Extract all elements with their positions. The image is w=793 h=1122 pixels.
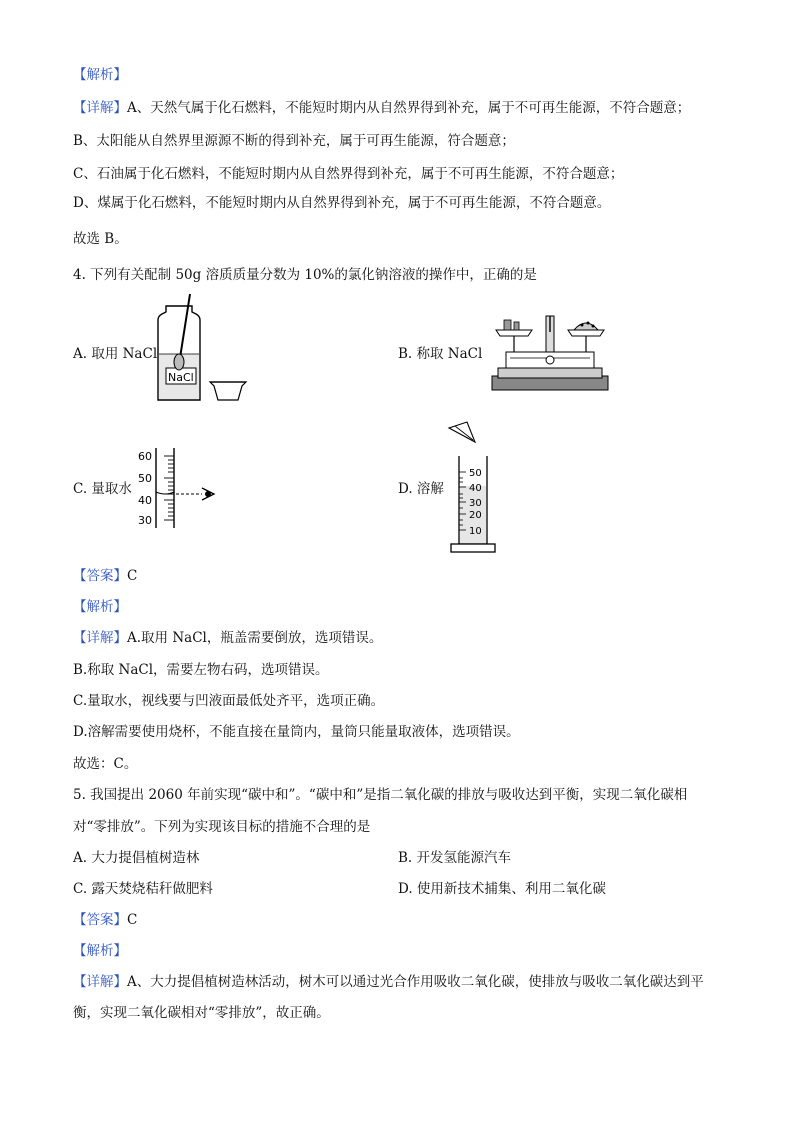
- analysis-heading: 【解析】: [73, 943, 127, 959]
- q5-option-d: D. 使用新技术捕集、利用二氧化碳: [398, 881, 606, 897]
- detail-line: D、煤属于化石燃料，不能短时期内从自然界得到补充，属于不可再生能源，不符合题意。: [73, 195, 611, 211]
- figure-c-graduated-cylinder: [136, 446, 226, 530]
- cylinder-tick-label: 50: [469, 468, 482, 479]
- detail-heading: 【详解】: [73, 974, 127, 990]
- detail-paragraph: [73, 99, 690, 117]
- figure-a-reagent-bottle: [150, 292, 250, 404]
- q5-option-b: B. 开发氢能源汽车: [398, 850, 512, 866]
- q4-option-d: D. 溶解: [398, 481, 444, 497]
- q4-answer: [73, 567, 137, 585]
- q5-answer: [73, 911, 137, 929]
- cylinder-tick-label: 40: [138, 494, 152, 507]
- detail-line: D.溶解需要使用烧杯，不能直接在量筒内，量筒只能量取液体，选项错误。: [73, 724, 520, 740]
- detail-line: B、太阳能从自然界里源源不断的得到补充，属于可再生能源，符合题意；: [73, 133, 515, 149]
- analysis-heading: 【解析】: [73, 599, 127, 615]
- detail-line: C.量取水，视线要与凹液面最低处齐平，选项正确。: [73, 693, 385, 709]
- conclusion: 故选 B。: [73, 231, 128, 247]
- cylinder-tick-label: 30: [138, 514, 152, 527]
- q5-option-c: C. 露天焚烧秸秆做肥料: [73, 881, 213, 897]
- detail-heading: 【详解】: [73, 630, 127, 646]
- question-5-stem-line-1: 5. 我国提出 2060 年前实现“碳中和”。“碳中和”是指二氧化碳的排放与吸收达到平衡，实现二氧化碳相: [73, 787, 688, 803]
- conclusion: 故选：C。: [73, 756, 138, 772]
- detail-paragraph: [73, 973, 704, 991]
- detail-text: A、大力提倡植树造林活动，树木可以通过光合作用吸收二氧化碳，使排放与吸收二氧化碳达到平: [127, 974, 704, 990]
- analysis-heading: 【解析】: [73, 67, 127, 83]
- answer-value: C: [127, 568, 138, 584]
- cylinder-tick-label: 50: [138, 472, 152, 485]
- cylinder-tick-label: 40: [469, 483, 482, 494]
- q4-option-a: A. 取用 NaCl: [73, 346, 158, 362]
- cylinder-tick-label: 20: [469, 510, 482, 521]
- detail-text: A、天然气属于化石燃料，不能短时期内从自然界得到补充，属于不可再生能源，不符合题意；: [127, 100, 691, 116]
- figure-d-dissolving: [445, 420, 505, 555]
- figure-a-label: NaCl: [168, 371, 194, 384]
- answer-heading: 【答案】: [73, 912, 127, 928]
- cylinder-tick-label: 30: [469, 498, 482, 509]
- detail-line: C、石油属于化石燃料，不能短时期内从自然界得到补充，属于不可再生能源，不符合题意；: [73, 166, 624, 182]
- detail-text: A.取用 NaCl，瓶盖需要倒放，选项错误。: [127, 630, 383, 646]
- question-4-stem: 4. 下列有关配制 50g 溶质质量分数为 10%的氯化钠溶液的操作中，正确的是: [73, 267, 537, 283]
- detail-line: B.称取 NaCl，需要左物右码，选项错误。: [73, 662, 329, 678]
- detail-paragraph: [73, 629, 382, 647]
- cylinder-tick-label: 60: [138, 450, 152, 463]
- detail-line: 衡，实现二氧化碳相对“零排放”，故正确。: [73, 1005, 330, 1021]
- question-5-stem-line-2: 对“零排放”。下列为实现该目标的措施不合理的是: [73, 819, 371, 835]
- q5-option-a: A. 大力提倡植树造林: [73, 850, 200, 866]
- q4-option-c: C. 量取水: [73, 481, 132, 497]
- answer-heading: 【答案】: [73, 568, 127, 584]
- answer-value: C: [127, 912, 138, 928]
- figure-b-balance: [490, 312, 610, 392]
- detail-heading: 【详解】: [73, 100, 127, 116]
- q4-option-b: B. 称取 NaCl: [398, 346, 483, 362]
- cylinder-tick-label: 10: [469, 526, 482, 537]
